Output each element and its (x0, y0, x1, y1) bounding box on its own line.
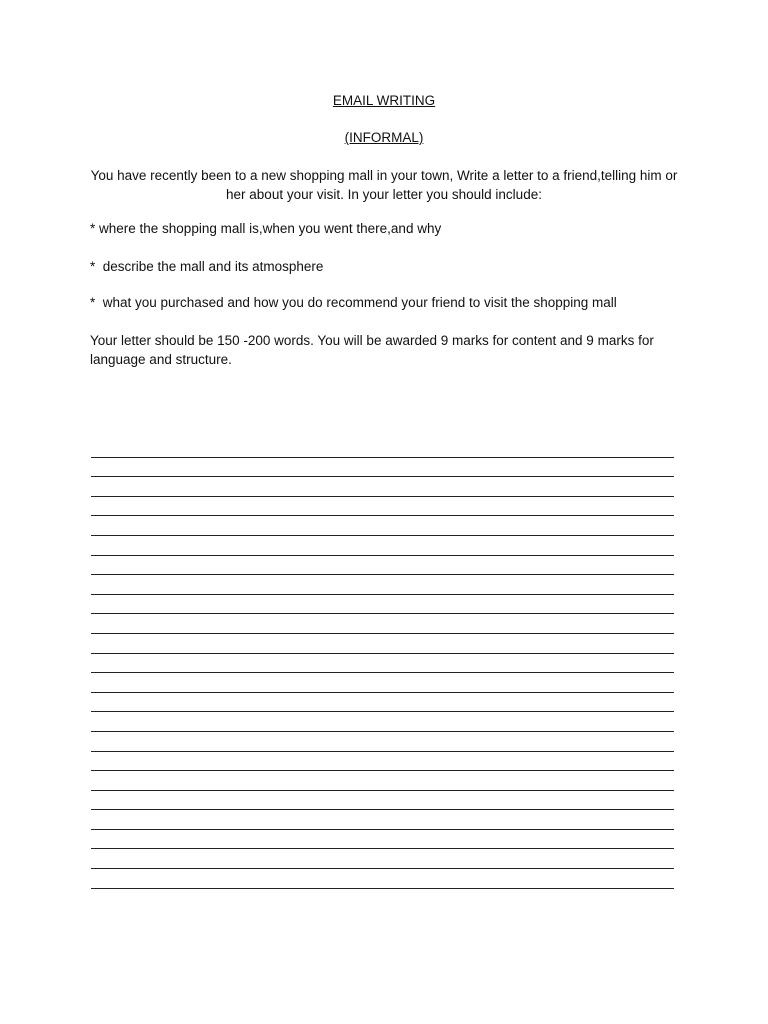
writing-line[interactable] (91, 673, 674, 693)
writing-line[interactable] (91, 595, 674, 615)
writing-line[interactable] (91, 458, 674, 478)
writing-line[interactable] (91, 712, 674, 732)
bullet-point-location: * where the shopping mall is,when you went there,and why (90, 221, 442, 236)
writing-line[interactable] (91, 810, 674, 830)
writing-line[interactable] (91, 849, 674, 869)
writing-line[interactable] (91, 614, 674, 634)
writing-line[interactable] (91, 752, 674, 772)
writing-line[interactable] (91, 536, 674, 556)
writing-line[interactable] (91, 654, 674, 674)
writing-line[interactable] (91, 497, 674, 517)
writing-line[interactable] (91, 791, 674, 811)
writing-line[interactable] (91, 693, 674, 713)
writing-line[interactable] (91, 732, 674, 752)
writing-line[interactable] (91, 556, 674, 576)
bullet-point-atmosphere: * describe the mall and its atmosphere (90, 259, 324, 274)
page-title: EMAIL WRITING (332, 93, 436, 108)
writing-line[interactable] (91, 477, 674, 497)
page-subtitle: (INFORMAL) (344, 130, 424, 145)
writing-line[interactable] (91, 771, 674, 791)
writing-line[interactable] (91, 516, 674, 536)
marking-instructions: Your letter should be 150 -200 words. You will be awarded 9 marks for content and 9 marks for language and structure. (90, 333, 654, 367)
writing-line[interactable] (91, 634, 674, 654)
task-prompt: You have recently been to a new shopping mall in your town, Write a letter to a friend,telling him or her about your visit. In your letter you should include: (90, 168, 678, 202)
writing-line[interactable] (91, 438, 674, 458)
writing-line[interactable] (91, 830, 674, 850)
bullet-point-purchases: * what you purchased and how you do recommend your friend to visit the shopping mall (90, 295, 617, 310)
writing-line[interactable] (91, 575, 674, 595)
writing-area[interactable] (91, 438, 674, 889)
writing-line[interactable] (91, 869, 674, 889)
